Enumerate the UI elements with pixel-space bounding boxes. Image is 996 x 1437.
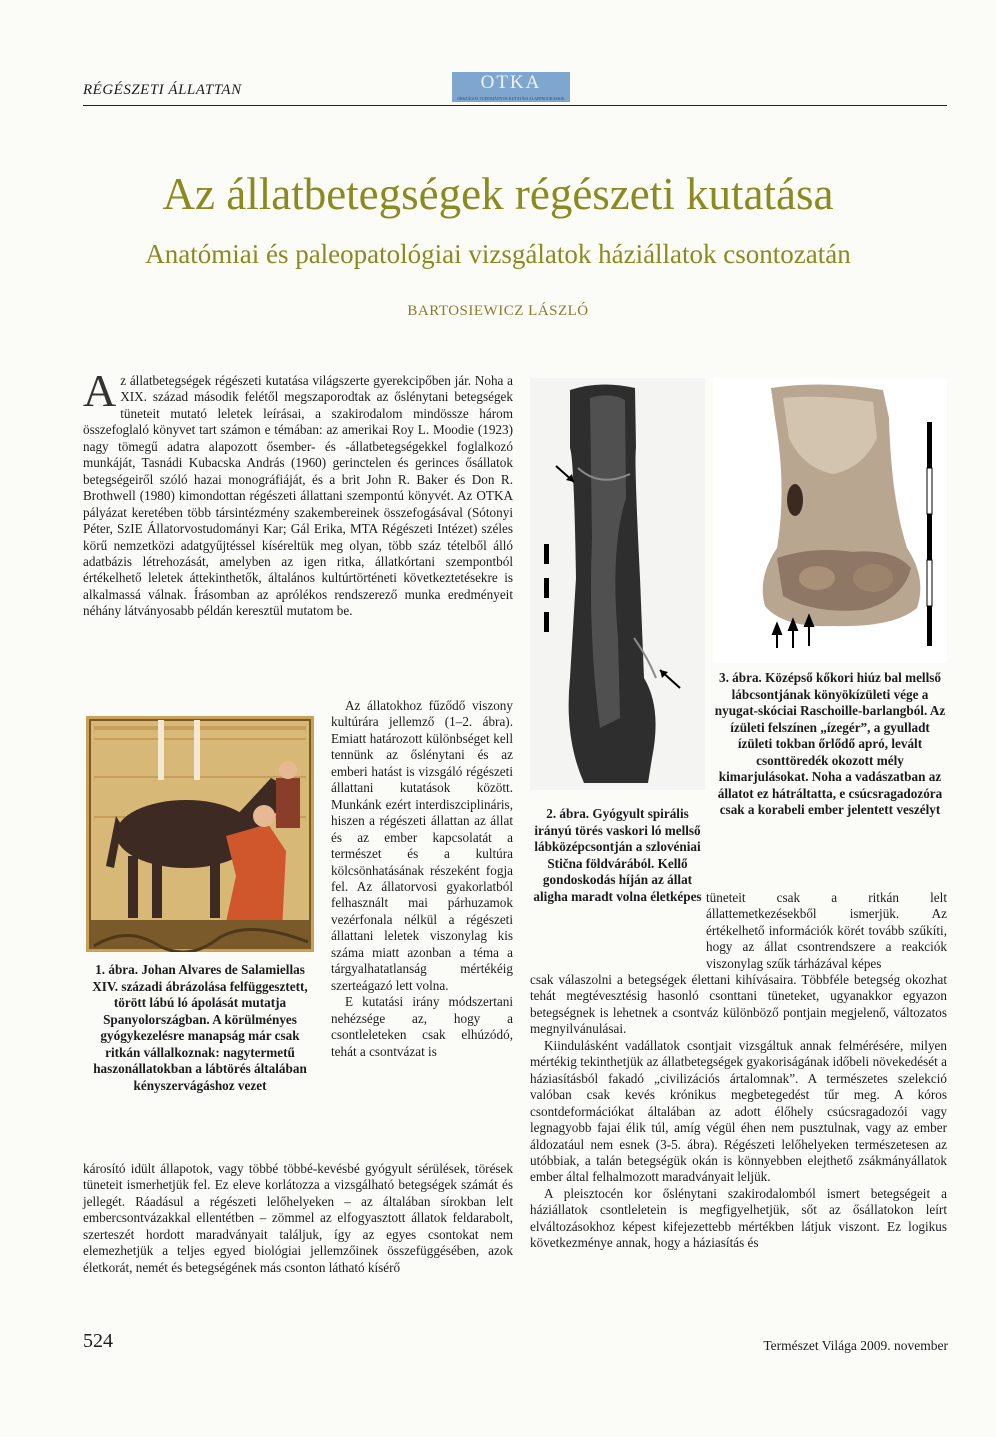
otka-logo <box>452 72 570 102</box>
article-author: BARTOSIEWICZ LÁSZLÓ <box>407 303 589 319</box>
figure-3-image <box>713 378 947 663</box>
figure-3-caption: 3. ábra. Középső kőkori hiúz bal mellső lábcsontjának könyökízületi vége a nyugat-skóciai Raschoille-barlangból. Az ízületi felszínen „ízegér”, a gyulladt ízületi tokban őrlődő apró, levált csonttöredék okozott mély kimarjulásokat. Noha a vadászatban az állatot ez hátráltatta, e csúcsragadozóra csak a korabeli ember jelentett veszélyt <box>714 670 946 817</box>
right-column-text <box>530 972 947 1252</box>
journal-issue: Természet Világa 2009. november <box>763 1338 948 1353</box>
right-paragraph-1b: csak válaszolni a betegségek élettani kihívásaira. Többféle betegség okozhat tehát megtévesztésig hasonló csonttani tüneteket, ugyanakkor egyazon betegségnek is lehetnek a csontváz különböző pontjain megjelenő, változatos megnyilvánulásai. <box>530 972 947 1037</box>
article-subtitle: Anatómiai és paleopatológiai vizsgálatok háziállatok csontozatán <box>145 239 851 269</box>
article-title: Az állatbetegségek régészeti kutatása <box>162 169 834 219</box>
figure-2-image <box>530 378 705 790</box>
bone-photo-1 <box>530 378 705 790</box>
page-number: 524 <box>83 1330 113 1352</box>
horse-illustration <box>86 716 314 952</box>
figure-1-caption: 1. ábra. Johan Alvares de Salamiellas XIV. századi ábrázolása felfüggesztett, törött lábú ló ápolását mutatja Spanyolországban. A körülményes gyógykezelésre manapság már csak ritkán vállalkoznak: nagytermetű haszonállatokban a lábtörés általában kényszervágáshoz vezet <box>92 962 308 1093</box>
section-label: RÉGÉSZETI ÁLLATTAN <box>83 82 242 98</box>
column-2-paragraph-2: E kutatási irány módszertani nehézsége az, hogy a csontleleteken csak elhúzódó, tehát a csontvázat is <box>331 994 513 1059</box>
intro-text: z állatbetegségek régészeti kutatása világszerte gyerekcipőben jár. Noha a XIX. század második felétől megszaporodtak az őslénytani betegségek tüneteit mutató leletek leírásai, a szakirodalom mindössze három összefoglaló könyvet tart számon e témában: az amerikai Roy L. Moodie (1923) nagy tömegű adatra alapozott ősember- és -állatbetegségekkel foglalkozó munkáját, Tasnádi Kubacska András (1960) gerinctelen és gerinces ősállatok betegségeiről szóló hazai monográfiáját, és a brit John R. Baker és Don R. Brothwell (1980) kimondottan régészeti állattani szempontú könyvét. Az OTKA pályázat keretében több társintézmény szakembereinek összefogásával (Sótonyi Péter, SzIE Állatorvostudományi Kar; Gál Erika, MTA Régészeti Intézet) széles körű nemzetközi adatgyűjtéssel kíséreltük meg olyan, több száz tételből álló adatbázis létrehozását, amelyben az igen ritka, állatkórtani szempontból értékelhető leletek áttekinthetők, általános kultúrtörténeti következtetésekre is alkalmassá válnak. Írásomban az aprólékos rendszerező munka eredményeit néhány látványosabb példán keresztül mutatom be. <box>83 373 513 619</box>
right-column-start: tüneteit csak a ritkán lelt állattemetkezésekből ismerjük. Az értékelhető információk körét tovább szűkíti, hogy az állat csontrendszere a reakciók viszonylag szűk tárházával képes <box>706 890 947 971</box>
logo-text: OTKA <box>480 72 542 93</box>
bone-photo-2 <box>713 378 947 663</box>
intro-paragraph <box>83 365 513 620</box>
column-2-text <box>331 698 513 1060</box>
figure-1-image <box>86 716 314 952</box>
right-paragraph-3: A pleisztocén kor őslénytani szakirodalomból ismert betegségeit a háziállatok csontleletein is megfigyelhetjük, sőt az ősállatokon leírt elváltozásokhoz képest kifejezettebb mértékben látjuk viszont. Ez logikus következménye annak, hogy a háziasítás és <box>530 1185 947 1251</box>
figure-2-caption: 2. ábra. Gyógyult spirális irányú törés vaskori ló mellső lábközépcsontján a szlovéniai Stična földvárából. Kellő gondoskodás híján az állat aligha maradt volna életképes <box>533 806 702 904</box>
right-paragraph-2: Kiindulásként vadállatok csontjait vizsgáltuk annak felmérésére, milyen mértékig tekinthetjük az állatbetegségek gyakoriságának időbeli növekedését a háziasításból fakadó „civilizációs ártalomnak”. A természetes szelekció valóban csak kevés krónikus megbetegedést tűr meg. A kóros csontdeformációkat általában az adott élőhely csúcsragadozói vagy legnagyobb fajai élik túl, amíg végül éhen nem pusztulnak, vagy az ember áldozatául nem esnek (3-5. ábra). Régészeti lelőhelyeken természetesen az utóbbiak, a talán betegségük okán is könnyebben elejthető zsákmányállatok ember által felhalmozott maradványait leljük. <box>530 1037 947 1185</box>
drop-cap: A <box>83 365 117 416</box>
header-rule <box>83 105 947 106</box>
column-2-paragraph-1: Az állatokhoz fűződő viszony kultúrára jellemző (1–2. ábra). Emiatt határozott különbséget kell tennünk az őslénytani és az emberi hatást is vizsgáló régészeti állattani kutatások között. Munkánk ezért interdiszciplináris, hiszen a régészeti állattan az állat és az ember kapcsolatát a természet és a kultúra kölcsönhatásának részeként fogja fel. Az állatorvosi gyakorlatból felhasznált mai párhuzamok vezérfonala nélkül a régészeti állattani leletek viszonylag kis száma miatt azonban a téma a tárgyalhatatlanság mértékéig szerteágazó lett volna. <box>331 698 513 993</box>
logo-subtext: ORSZÁGOS TUDOMÁNYOS KUTATÁSI ALAPPROGRAMOK <box>457 96 565 101</box>
bottom-left-paragraph: károsító idült állapotok, vagy többé többé-kevésbé gyógyult sérülések, törések tüneteit ismerhetjük fel. Ez eleve korlátozza a vizsgálható betegségek számát és jellegét. Ráadásul a régészeti lelőhelyeken – az általában sírokban lelt embercsontvázakkal ellentétben – zömmel az elfogyasztott állatok feldarabolt, szerteszét hordott maradványait találjuk, így az egyes csontokat nem elemezhetjük a teljes egyed biológiai jellemzőinek összefüggésében, azok életkorát, nemét és betegségének más csonton látható kísérő <box>83 1161 513 1275</box>
